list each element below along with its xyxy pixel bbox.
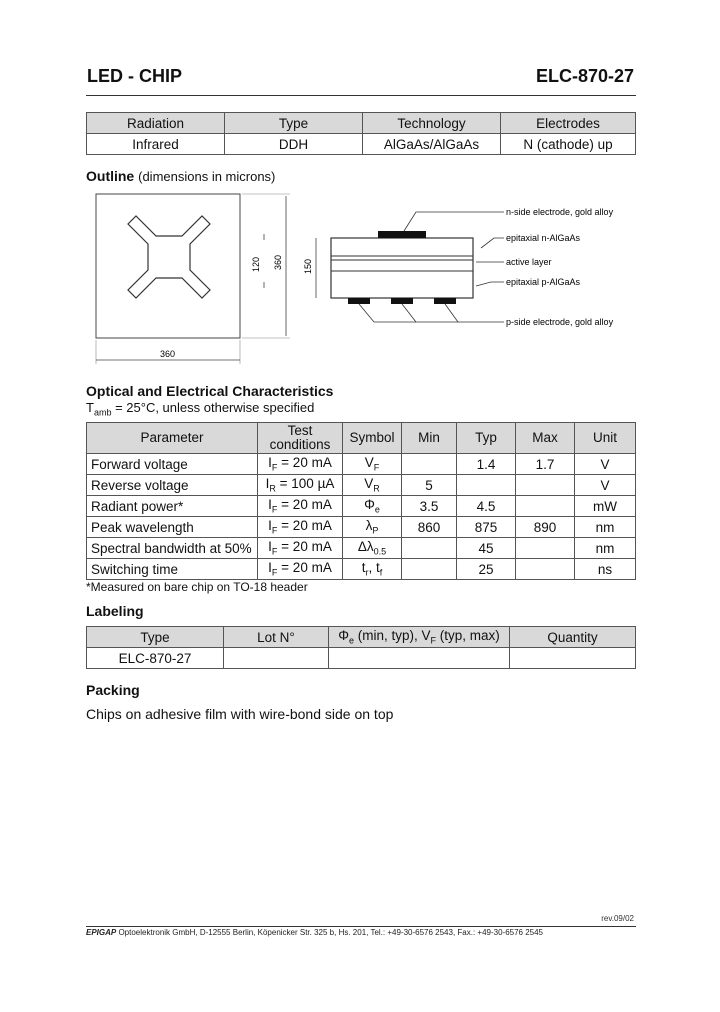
cell-condition bbox=[258, 517, 343, 538]
header-quantity: Quantity bbox=[510, 627, 636, 648]
table-row bbox=[87, 134, 636, 155]
cell-typ bbox=[457, 475, 516, 496]
header-lot: Lot N° bbox=[224, 627, 329, 648]
typ-value: 25 bbox=[478, 561, 494, 577]
cell-max bbox=[516, 559, 575, 580]
dim-height-label: 360 bbox=[273, 254, 283, 270]
sym-main: Φ bbox=[364, 497, 375, 513]
ambient-condition bbox=[86, 400, 314, 418]
table-row bbox=[87, 559, 636, 580]
outline-note: (dimensions in microns) bbox=[138, 169, 276, 184]
cell-condition bbox=[258, 475, 343, 496]
header-parameter: Parameter bbox=[87, 423, 258, 454]
typ-value: 1.4 bbox=[476, 456, 496, 472]
cell-type: ELC-870-27 bbox=[87, 648, 224, 669]
max-value: 890 bbox=[533, 519, 557, 535]
min-value: 860 bbox=[417, 519, 441, 535]
cell-type: DDH bbox=[225, 134, 363, 155]
cond-main: I bbox=[268, 455, 272, 471]
callout-active-layer: active layer bbox=[506, 257, 552, 267]
cond-main: I bbox=[265, 476, 270, 492]
cell-typ bbox=[457, 454, 516, 475]
max-value: 1.7 bbox=[535, 456, 555, 472]
header-type: Type bbox=[225, 113, 363, 134]
sym-sub: r bbox=[365, 567, 369, 578]
outline-heading bbox=[86, 168, 275, 184]
header-type: Type bbox=[87, 627, 224, 648]
sym-sub: F bbox=[373, 462, 380, 473]
chip-top-view bbox=[96, 194, 240, 338]
cell-condition bbox=[258, 454, 343, 475]
page-title: LED - CHIP bbox=[87, 66, 183, 86]
part-number: ELC-870-27 bbox=[535, 66, 634, 86]
callout-epi-p: epitaxial p-AlGaAs bbox=[506, 277, 581, 287]
unit-value: nm bbox=[595, 540, 615, 556]
header-unit: Unit bbox=[575, 423, 636, 454]
cell-parameter bbox=[87, 475, 258, 496]
packing-title: Packing bbox=[86, 682, 140, 698]
sym-sub: 0.5 bbox=[373, 546, 387, 557]
header-symbol: Symbol bbox=[343, 423, 402, 454]
cell-electrodes: N (cathode) up bbox=[501, 134, 636, 155]
cell-unit bbox=[575, 559, 636, 580]
summary-table bbox=[86, 112, 636, 155]
dim-side-label: 150 bbox=[303, 258, 313, 274]
labeling-table bbox=[86, 626, 636, 669]
cell-typ bbox=[457, 517, 516, 538]
cross-electrode-shape bbox=[128, 216, 210, 298]
unit-value: V bbox=[600, 456, 610, 472]
header-technology: Technology bbox=[363, 113, 501, 134]
cond-suffix: = 25°C, unless otherwise specified bbox=[111, 400, 315, 415]
footnote: *Measured on bare chip on TO-18 header bbox=[86, 580, 308, 594]
cond-main: I bbox=[268, 518, 272, 534]
callout-n-electrode: n-side electrode, gold alloy bbox=[506, 207, 614, 217]
table-header-row bbox=[87, 423, 636, 454]
unit-value: V bbox=[600, 477, 610, 493]
cond-rest: = 20 mA bbox=[277, 518, 332, 534]
cell-unit bbox=[575, 454, 636, 475]
cell-min bbox=[402, 454, 457, 475]
revision: rev.09/02 bbox=[601, 914, 634, 923]
v-sub: F bbox=[430, 635, 437, 646]
cell-max bbox=[516, 454, 575, 475]
cell-condition bbox=[258, 496, 343, 517]
header-phi-v bbox=[329, 627, 510, 648]
table-header-row bbox=[87, 627, 636, 648]
cell-symbol bbox=[343, 496, 402, 517]
header-min: Min bbox=[402, 423, 457, 454]
p-electrode-pad bbox=[348, 298, 370, 304]
param-text: Spectral bandwidth at 50% bbox=[91, 540, 252, 556]
cell-unit bbox=[575, 496, 636, 517]
cell-radiation: Infrared bbox=[87, 134, 225, 155]
typ-value: 4.5 bbox=[476, 498, 496, 514]
cell-min bbox=[402, 475, 457, 496]
cell-unit bbox=[575, 517, 636, 538]
dim-inner-label: 120 bbox=[251, 256, 261, 272]
cond-rest: = 20 mA bbox=[277, 497, 332, 513]
outline-drawing bbox=[86, 186, 646, 366]
cell-condition bbox=[258, 538, 343, 559]
table-row bbox=[87, 538, 636, 559]
sym-main: V bbox=[364, 476, 374, 492]
unit-value: ns bbox=[597, 561, 613, 577]
test-line2: conditions bbox=[269, 437, 331, 452]
sym-sub2: f bbox=[379, 567, 383, 578]
sym-main: V bbox=[364, 455, 374, 471]
cell-symbol bbox=[343, 475, 402, 496]
phi-symbol: Φ bbox=[338, 628, 349, 644]
cell-min bbox=[402, 496, 457, 517]
cell-parameter bbox=[87, 496, 258, 517]
cell-min bbox=[402, 538, 457, 559]
cond-main: I bbox=[268, 539, 272, 555]
header-typ: Typ bbox=[457, 423, 516, 454]
header-divider bbox=[86, 95, 636, 96]
cond-sub: F bbox=[271, 567, 278, 578]
table-row bbox=[87, 648, 636, 669]
cond-prefix: T bbox=[86, 400, 94, 415]
company-address: Optoelektronik GmbH, D-12555 Berlin, Köpenicker Str. 325 b, Hs. 201, Tel.: +49-30-6576 2543, Fax.: +49-30-6576 2545 bbox=[116, 928, 544, 937]
table-header-row bbox=[87, 113, 636, 134]
callout-epi-n: epitaxial n-AlGaAs bbox=[506, 233, 581, 243]
sym-sub: P bbox=[372, 525, 379, 536]
chip-side-view bbox=[331, 238, 473, 298]
footer-divider bbox=[86, 926, 636, 927]
param-text: Switching time bbox=[91, 561, 179, 577]
sym-sub: e bbox=[374, 504, 380, 515]
cell-technology: AlGaAs/AlGaAs bbox=[363, 134, 501, 155]
dim-width-label: 360 bbox=[160, 349, 176, 359]
cond-rest: = 100 µA bbox=[275, 476, 335, 492]
typ-value: 875 bbox=[474, 519, 498, 535]
p-electrode-pad bbox=[391, 298, 413, 304]
cell-typ bbox=[457, 559, 516, 580]
characteristics-table bbox=[86, 422, 636, 580]
min-value: 5 bbox=[425, 477, 433, 493]
min-value: 3.5 bbox=[419, 498, 439, 514]
cell-symbol bbox=[343, 517, 402, 538]
cell-symbol bbox=[343, 454, 402, 475]
cell-max bbox=[516, 517, 575, 538]
company-name: EPIGAP bbox=[86, 928, 117, 937]
phi-end: (typ, max) bbox=[436, 628, 500, 644]
cond-rest: = 20 mA bbox=[277, 560, 332, 576]
cell-parameter bbox=[87, 538, 258, 559]
sym-sub: R bbox=[373, 483, 380, 494]
outline-title: Outline bbox=[86, 168, 135, 184]
cell-min bbox=[402, 559, 457, 580]
cell-unit bbox=[575, 475, 636, 496]
footer-address bbox=[86, 928, 543, 937]
sym-main: λ bbox=[365, 518, 373, 534]
labeling-title: Labeling bbox=[86, 603, 144, 619]
cell-symbol bbox=[343, 538, 402, 559]
p-electrode-pad bbox=[434, 298, 456, 304]
cell-quantity bbox=[510, 648, 636, 669]
header-test-conditions bbox=[258, 423, 343, 454]
cond-sub: F bbox=[271, 525, 278, 536]
cell-typ bbox=[457, 496, 516, 517]
table-row bbox=[87, 496, 636, 517]
param-text: Reverse voltage bbox=[91, 477, 189, 493]
sym-main: Δλ bbox=[357, 539, 374, 555]
table-row bbox=[87, 475, 636, 496]
param-text: Peak wavelength bbox=[91, 519, 194, 535]
phi-sub: e bbox=[348, 635, 354, 646]
cond-sub: F bbox=[271, 546, 278, 557]
unit-value: mW bbox=[593, 498, 617, 514]
param-text: Radiant power* bbox=[91, 498, 184, 514]
cond-main: I bbox=[268, 497, 272, 513]
typ-value: 45 bbox=[478, 540, 494, 556]
cell-max bbox=[516, 538, 575, 559]
cell-condition bbox=[258, 559, 343, 580]
cell-max bbox=[516, 475, 575, 496]
param-text: Forward voltage bbox=[91, 456, 188, 472]
characteristics-title: Optical and Electrical Characteristics bbox=[86, 383, 334, 399]
cell-phi-v bbox=[329, 648, 510, 669]
callout-p-electrode: p-side electrode, gold alloy bbox=[506, 317, 614, 327]
cell-typ bbox=[457, 538, 516, 559]
cond-sub: amb bbox=[93, 407, 112, 418]
n-electrode-pad bbox=[378, 231, 426, 238]
cell-lot bbox=[224, 648, 329, 669]
test-line1: Test bbox=[287, 423, 313, 438]
cell-unit bbox=[575, 538, 636, 559]
header-radiation: Radiation bbox=[87, 113, 225, 134]
cell-parameter bbox=[87, 517, 258, 538]
cell-min bbox=[402, 517, 457, 538]
cond-rest: = 20 mA bbox=[277, 455, 332, 471]
characteristics-body bbox=[87, 454, 636, 580]
cond-rest: = 20 mA bbox=[277, 539, 332, 555]
table-row bbox=[87, 517, 636, 538]
sym-main: t bbox=[361, 560, 366, 576]
cell-parameter bbox=[87, 454, 258, 475]
cond-sub: F bbox=[271, 462, 278, 473]
header-electrodes: Electrodes bbox=[501, 113, 636, 134]
cond-main: I bbox=[268, 560, 272, 576]
unit-value: nm bbox=[595, 519, 615, 535]
cond-sub: F bbox=[271, 504, 278, 515]
header-max: Max bbox=[516, 423, 575, 454]
cell-parameter bbox=[87, 559, 258, 580]
phi-mid: (min, typ), V bbox=[354, 628, 431, 644]
sym-main2: , t bbox=[368, 560, 380, 576]
cell-max bbox=[516, 496, 575, 517]
cond-sub: R bbox=[269, 483, 276, 494]
cell-symbol bbox=[343, 559, 402, 580]
table-row bbox=[87, 454, 636, 475]
packing-text: Chips on adhesive film with wire-bond side on top bbox=[86, 706, 394, 722]
